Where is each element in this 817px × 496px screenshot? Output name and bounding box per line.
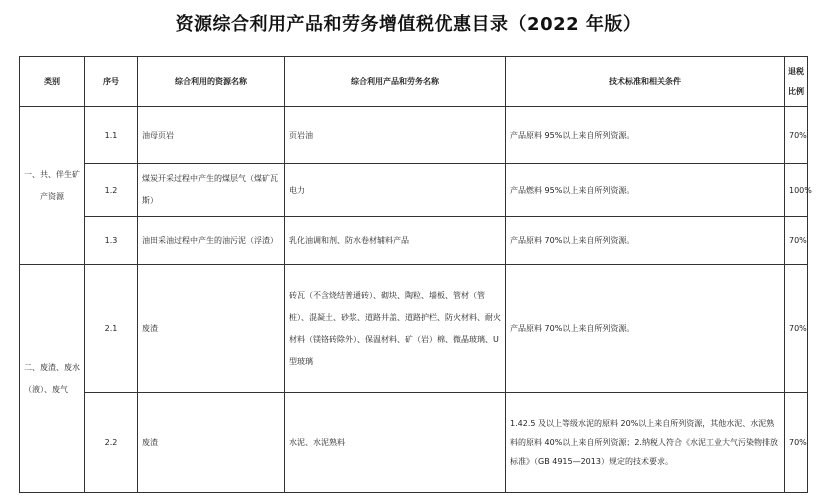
resource-cell: 油母页岩 bbox=[138, 107, 285, 164]
seq-cell: 2.1 bbox=[85, 265, 138, 393]
header-rate bbox=[785, 57, 808, 107]
product-cell: 乳化油调和剂、防水卷材辅料产品 bbox=[285, 217, 506, 265]
resource-cell: 废渣 bbox=[138, 265, 285, 393]
header-product: 综合利用产品和劳务名称 bbox=[285, 57, 506, 107]
rate-cell: 70% bbox=[785, 107, 808, 164]
seq-cell: 2.2 bbox=[85, 393, 138, 493]
table-row bbox=[20, 107, 808, 164]
product-cell: 页岩油 bbox=[285, 107, 506, 164]
standard-cell: 产品原料 70%以上来自所列资源。 bbox=[506, 265, 785, 393]
header-standard: 技术标准和相关条件 bbox=[506, 57, 785, 107]
rate-cell: 100% bbox=[785, 164, 808, 217]
catalog-table bbox=[19, 56, 812, 493]
product-cell: 砖瓦（不含烧结普通砖）、砌块、陶粒、墙板、管材（管桩）、混凝土、砂浆、道路井盖、道路护栏、防火材料、耐火材料（镁铬砖除外）、保温材料、矿（岩）棉、微晶玻璃、U 型玻璃 bbox=[285, 265, 506, 393]
resource-cell: 油田采油过程中产生的油污泥（浮渣） bbox=[138, 217, 285, 265]
header-rate-line1: 退税 bbox=[788, 66, 804, 76]
standard-cell: 产品燃料 95%以上来自所列资源。 bbox=[506, 164, 785, 217]
category-cell: 一、共、伴生矿产资源 bbox=[20, 107, 85, 265]
header-resource: 综合利用的资源名称 bbox=[138, 57, 285, 107]
table-row bbox=[20, 265, 808, 393]
standard-cell: 产品原料 70%以上来自所列资源。 bbox=[506, 217, 785, 265]
rate-cell: 70% bbox=[785, 265, 808, 393]
table-row bbox=[20, 217, 808, 265]
standard-cell: 1.42.5 及以上等级水泥的原料 20%以上来自所列资源，其他水泥、水泥熟料的原料 40%以上来自所列资源；2.纳税人符合《水泥工业大气污染物排放标准》（GB 4915—2013）规定的技术要求。 bbox=[506, 393, 785, 493]
header-category: 类别 bbox=[20, 57, 85, 107]
resource-cell: 煤炭开采过程中产生的煤层气（煤矿瓦斯） bbox=[138, 164, 285, 217]
product-cell: 水泥、水泥熟料 bbox=[285, 393, 506, 493]
seq-cell: 1.1 bbox=[85, 107, 138, 164]
product-cell: 电力 bbox=[285, 164, 506, 217]
table-row bbox=[20, 164, 808, 217]
category-cell: 二、废渣、废水（液）、废气 bbox=[20, 265, 85, 493]
resource-cell: 废渣 bbox=[138, 393, 285, 493]
table-header-row bbox=[20, 57, 808, 107]
table-row bbox=[20, 393, 808, 493]
standard-cell: 产品原料 95%以上来自所列资源。 bbox=[506, 107, 785, 164]
rate-cell: 70% bbox=[785, 393, 808, 493]
seq-cell: 1.3 bbox=[85, 217, 138, 265]
header-seq: 序号 bbox=[85, 57, 138, 107]
page-title: 资源综合利用产品和劳务增值税优惠目录（2022 年版） bbox=[175, 14, 642, 35]
seq-cell: 1.2 bbox=[85, 164, 138, 217]
rate-cell: 70% bbox=[785, 217, 808, 265]
header-rate-line2: 比例 bbox=[788, 86, 804, 96]
